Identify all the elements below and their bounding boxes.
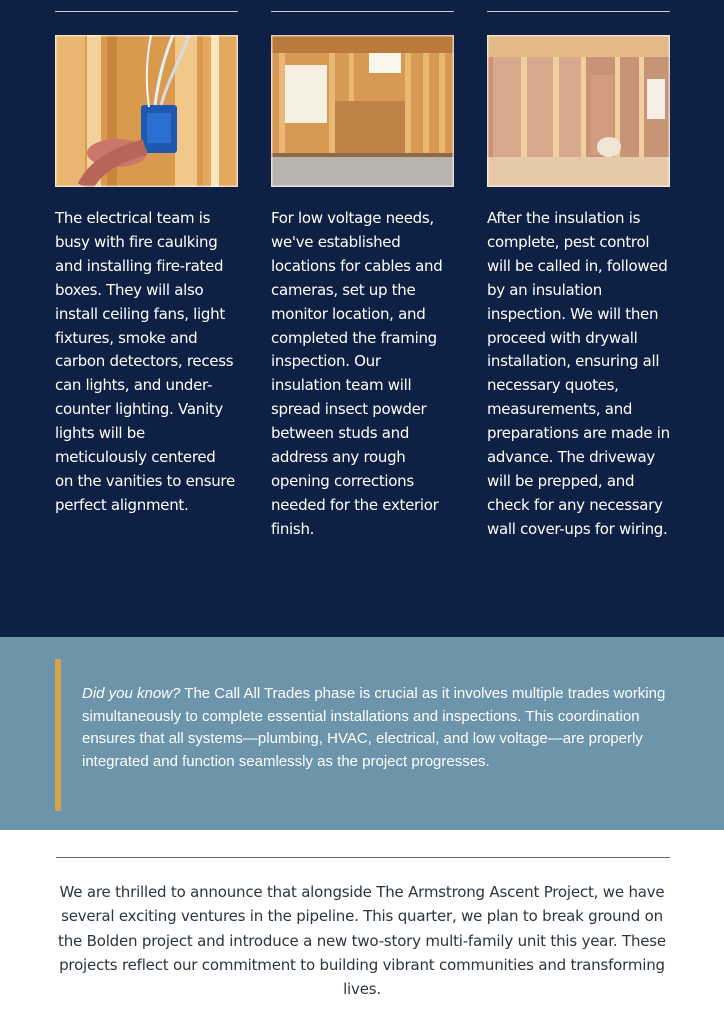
column-text: For low voltage needs, we've established locations for cables and cameras, set up the monitor location, and completed the framing inspection. Our insulation team will spread insect powder between studs and address any rough opening corrections needed for the exterior finish. [271, 209, 443, 538]
framed-interior-photo [271, 35, 454, 187]
insulated-walls-photo [487, 35, 670, 187]
callout-lead: Did you know? [82, 685, 181, 702]
electrical-box-photo [55, 35, 238, 187]
section-divider [56, 857, 670, 858]
announcement-text: We are thrilled to announce that alongside The Armstrong Ascent Project, we have several exciting ventures in the pipeline. This quarter, we plan to break ground on the Bolden project and introduce a new two-story multi-family unit this year. These projects reflect our commitment to building vibrant communities and transforming lives. [58, 883, 666, 999]
column-divider [55, 11, 238, 12]
callout-accent-bar [55, 659, 61, 811]
did-you-know-callout [0, 637, 724, 830]
column-text: The electrical team is busy with fire caulking and installing fire-rated boxes. They will also install ceiling fans, light fixtures, smoke and carbon detectors, recess can lights, and under-counter lighting. Vanity lights will be meticulously centered on the vanities to ensure perfect alignment. [55, 209, 235, 514]
callout-body: The Call All Trades phase is crucial as it involves multiple trades working simultaneously to complete essential installations and inspections. This coordination ensures that all systems—plumbing, HVAC, electrical, and low voltage—are properly integrated and function seamlessly as the project progresses. [82, 685, 666, 770]
column-text: After the insulation is complete, pest control will be called in, followed by an insulation inspection. We will then proceed with drywall installation, ensuring all necessary quotes, measurements, and preparations are made in advance. The driveway will be prepped, and check for any necessary wall cover-ups for wiring. [487, 209, 670, 538]
column-divider [271, 11, 454, 12]
callout-text [82, 683, 672, 773]
column-divider [487, 11, 670, 12]
